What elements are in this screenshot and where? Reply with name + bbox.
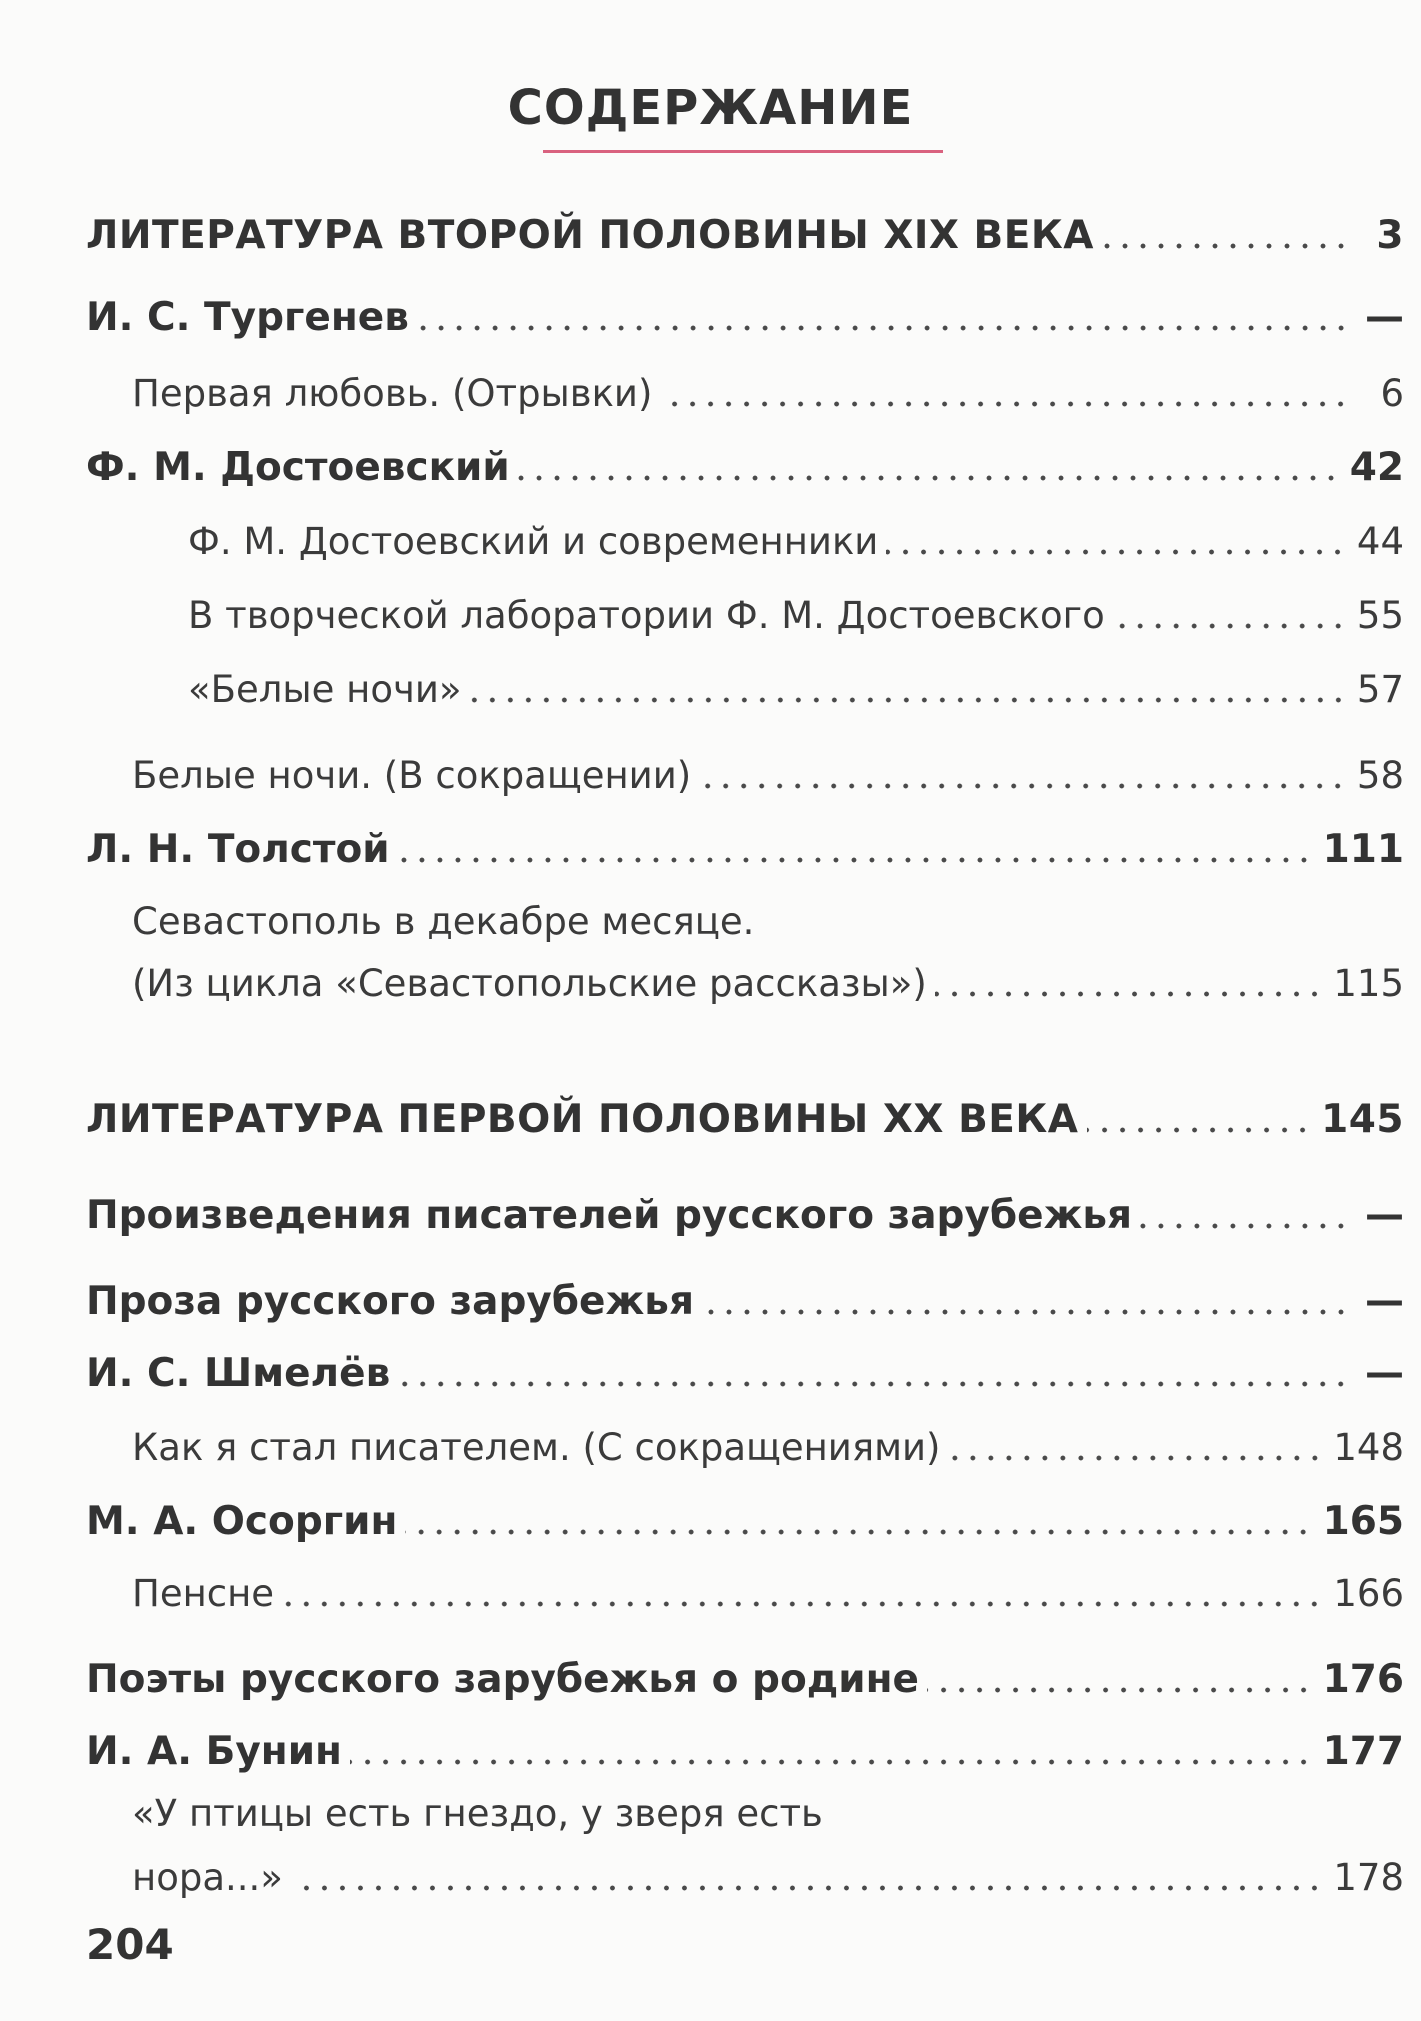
page-title: СОДЕРЖАНИЕ — [507, 80, 914, 136]
toc-entry-page: 58 — [1356, 754, 1404, 797]
dot-leader — [1113, 623, 1347, 629]
toc-entry-page: 6 — [1380, 372, 1404, 415]
toc-entry-author[interactable] — [86, 282, 1404, 342]
title-underline — [543, 150, 943, 153]
toc-entry-label: М. А. Осоргин — [86, 1499, 398, 1544]
toc-entry-page: 145 — [1321, 1097, 1404, 1142]
dot-leader — [417, 325, 1350, 331]
toc-entry-label: (Из цикла «Севастопольские рассказы») — [132, 962, 927, 1005]
toc-entry-page: — — [1365, 1279, 1404, 1324]
toc-entry-page: 3 — [1376, 213, 1404, 258]
page-number: 204 — [86, 1920, 174, 1969]
toc-entry-label: В творческой лаборатории Ф. М. Достоевского — [188, 594, 1105, 637]
toc-entry-subsection[interactable] — [86, 1644, 1404, 1704]
dot-leader — [405, 1529, 1312, 1535]
toc-entry-label: И. А. Бунин — [86, 1729, 342, 1774]
toc-entry-page: 111 — [1322, 827, 1404, 872]
toc-entry-subsection[interactable] — [86, 1266, 1404, 1326]
toc-entry-label: «Белые ночи» — [188, 668, 462, 711]
toc-entry-article[interactable] — [188, 654, 1404, 714]
toc-entry-subsection[interactable] — [86, 1180, 1404, 1240]
dot-leader — [1140, 1223, 1350, 1229]
toc-entry-page: 55 — [1356, 594, 1404, 637]
toc-entry-work[interactable] — [132, 1412, 1404, 1472]
dot-leader — [949, 1455, 1324, 1461]
toc-entry-label: Белые ночи. (В сокращении) — [132, 754, 692, 797]
toc-entry-label: Ф. М. Достоевский — [86, 445, 510, 490]
toc-entry-label: Первая любовь. (Отрывки) — [132, 372, 653, 415]
dot-leader — [398, 1381, 1350, 1387]
dot-leader — [282, 1601, 1323, 1607]
toc-entry-page: 44 — [1356, 520, 1404, 563]
toc-entry-work[interactable] — [132, 1558, 1404, 1618]
dot-leader — [1087, 1127, 1312, 1133]
toc-entry-author[interactable] — [86, 1338, 1404, 1398]
toc-entry-page: 166 — [1333, 1572, 1404, 1615]
toc-entry-work[interactable] — [132, 1842, 1404, 1902]
dot-leader — [470, 697, 1347, 703]
toc-entry-page: 176 — [1322, 1657, 1404, 1702]
dot-leader — [291, 1885, 1323, 1891]
toc-entry-page: 177 — [1322, 1729, 1404, 1774]
dot-leader — [398, 857, 1313, 863]
dot-leader — [927, 1687, 1313, 1693]
dot-leader — [699, 783, 1347, 789]
toc-entry-page: — — [1365, 295, 1404, 340]
toc-entry-work[interactable] — [132, 740, 1404, 800]
toc-entry-label: нора...» — [132, 1856, 283, 1899]
toc-entry-page: 148 — [1333, 1426, 1404, 1469]
dot-leader — [1102, 243, 1350, 249]
dot-leader — [518, 475, 1340, 481]
dot-leader — [886, 549, 1347, 555]
toc-entry-page: 178 — [1333, 1856, 1404, 1899]
toc-entry-label: ЛИТЕРАТУРА ПЕРВОЙ ПОЛОВИНЫ XX ВЕКА — [86, 1097, 1079, 1142]
toc-entry-label: И. С. Тургенев — [86, 295, 409, 340]
toc-entry-author[interactable] — [86, 1716, 1404, 1776]
toc-entry-page: 115 — [1333, 962, 1404, 1005]
toc-entry-label-line1: Севастополь в декабре месяце. — [132, 900, 755, 943]
toc-entry-page: — — [1365, 1351, 1404, 1396]
toc-entry-page: 165 — [1322, 1499, 1404, 1544]
toc-entry-label: Проза русского зарубежья — [86, 1279, 695, 1324]
dot-leader — [350, 1759, 1313, 1765]
dot-leader — [702, 1309, 1350, 1315]
dot-leader — [935, 991, 1324, 997]
dot-leader — [660, 401, 1350, 407]
toc-entry-label: Произведения писателей русского зарубежья — [86, 1193, 1133, 1238]
toc-entry-author[interactable] — [86, 1486, 1404, 1546]
toc-entry-page: 42 — [1349, 445, 1404, 490]
toc-entry-page: 57 — [1356, 668, 1404, 711]
toc-entry-label: ЛИТЕРАТУРА ВТОРОЙ ПОЛОВИНЫ XIX ВЕКА — [86, 213, 1094, 258]
toc-entry-article[interactable] — [188, 506, 1404, 566]
toc-entry-label: Поэты русского зарубежья о родине — [86, 1657, 919, 1702]
toc-entry-label: И. С. Шмелёв — [86, 1351, 391, 1396]
toc-entry-work[interactable] — [132, 948, 1404, 1008]
toc-entry-author[interactable] — [86, 814, 1404, 874]
toc-entry-work[interactable] — [132, 358, 1404, 418]
toc-entry-author[interactable] — [86, 432, 1404, 492]
toc-entry-label-line1: «У птицы есть гнездо, у зверя есть — [132, 1792, 823, 1835]
toc-entry-section[interactable] — [86, 1084, 1404, 1144]
toc-entry-label: Л. Н. Толстой — [86, 827, 390, 872]
toc-entry-label: Как я стал писателем. (С сокращениями) — [132, 1426, 941, 1469]
toc-entry-article[interactable] — [188, 580, 1404, 640]
toc-entry-section[interactable] — [86, 200, 1404, 260]
toc-entry-page: — — [1365, 1193, 1404, 1238]
toc-entry-label: Ф. М. Достоевский и современники — [188, 520, 879, 563]
toc-entry-label: Пенсне — [132, 1572, 275, 1615]
